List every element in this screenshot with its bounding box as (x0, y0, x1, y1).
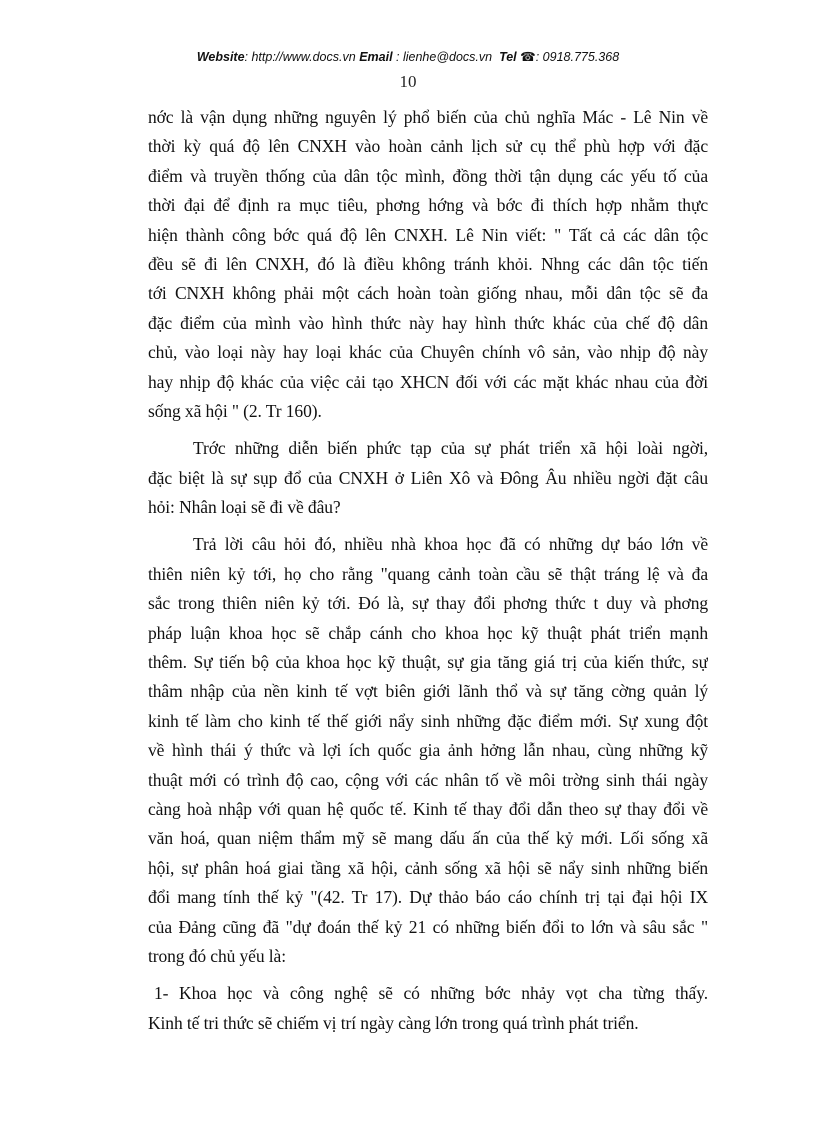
page-number: 10 (399, 72, 417, 91)
text-line: càng hoà nhập với quan hệ quốc tế. Kinh tế thay đổi dẫn theo sự thay đổi về (148, 798, 708, 819)
text-line: thời đại để định ra mục tiêu, phơng hớng và bớc đi thích hợp nhằm thực (148, 195, 708, 216)
email-value: : lienhe@docs.vn (396, 50, 493, 64)
text-line: Kinh tế tri thức sẽ chiếm vị trí ngày càng lớn trong quá trình phát triển. (148, 1012, 639, 1033)
text-line: thêm. Sự tiến bộ của khoa học kỹ thuật, sự gia tăng giá trị của kiến thức, sự (148, 652, 708, 673)
text-line: trong đó chủ yếu là: (148, 945, 286, 966)
text-line: thời kỳ quá độ lên CNXH vào hoàn cảnh lịch sử cụ thể phù hợp với đặc (148, 136, 708, 157)
text-line: đều sẽ đi lên CNXH, đó là điều không tránh khỏi. Nhng các dân tộc tiến (148, 253, 708, 274)
text-line: của Đảng cũng đã "dự đoán thế kỷ 21 có những biến đổi to lớn và sâu sắc " (148, 916, 708, 937)
text-line: hay nhịp độ khác của việc cải tạo XHCN đối với các mặt khác nhau của đời (148, 371, 708, 392)
document-body (148, 103, 708, 1038)
text-line: về hình thái ý thức và lợi ích quốc gia ảnh hởng lẫn nhau, cùng những kỹ (148, 740, 708, 761)
text-line: chủ, vào loại này hay loại khác của Chuyên chính vô sản, vào nhịp độ này (148, 342, 708, 363)
text-line: tới CNXH không phải một cách hoàn toàn giống nhau, mỗi dân tộc sẽ đa (148, 283, 708, 304)
text-line: kinh tế làm cho kinh tế thế giới nẩy sinh những đặc điểm mới. Sự xung đột (148, 710, 708, 731)
tel-value: : 0918.775.368 (535, 50, 620, 64)
phone-icon: ☎ (520, 50, 536, 64)
text-line: nớc là vận dụng những nguyên lý phổ biến của chủ nghĩa Mác - Lê Nin về (148, 107, 708, 127)
text-line: thuật mới có trình độ cao, cộng với các nhân tố về môi trờng sinh thái ngày (148, 769, 708, 790)
text-line: Trớc những diễn biến phức tạp của sự phát triển xã hội loài ngời, (193, 438, 708, 459)
website-value: : http://www.docs.vn (244, 50, 356, 64)
page-header (0, 49, 816, 64)
text-line: điểm và truyền thống của dân tộc mình, đồng thời tận dụng các yếu tố của (148, 165, 708, 186)
text-line: sắc trong thiên niên kỷ tới. Đó là, sự thay đổi phơng thức t duy và phơng (148, 593, 708, 614)
text-line: thâm nhập của nền kinh tế vợt biên giới lãnh thổ và sự tăng cờng quản lý (148, 681, 708, 702)
text-line: hiện thành công bớc quá độ lên CNXH. Lê Nin viết: " Tất cả các dân tộc (148, 224, 708, 245)
text-line: sống xã hội " (2. Tr 160). (148, 400, 322, 421)
website-label: Website (196, 50, 245, 64)
text-line: văn hoá, quan niệm thẩm mỹ sẽ mang dấu ấn của thế kỷ mới. Lối sống xã (148, 828, 708, 849)
email-label: Email (359, 50, 393, 64)
text-line: 1- Khoa học và công nghệ sẽ có những bớc nhảy vọt cha từng thấy. (154, 983, 708, 1004)
tel-label: Tel (499, 50, 517, 64)
text-line: Trả lời câu hỏi đó, nhiều nhà khoa học đã có những dự báo lớn về (193, 534, 708, 555)
text-line: thiên niên kỷ tới, họ cho rằng "quang cảnh toàn cầu sẽ thật tráng lệ và đa (148, 563, 708, 584)
text-line: pháp luận khoa học sẽ chắp cánh cho khoa học kỹ thuật phát triển mạnh (148, 622, 708, 643)
text-line: hội, sự phân hoá giai tầng xã hội, cảnh sống xã hội sẽ nẩy sinh những biến (148, 857, 708, 878)
text-line: đặc biệt là sự sụp đổ của CNXH ở Liên Xô và Đông Âu nhiều ngời đặt câu (148, 467, 708, 488)
text-line: hỏi: Nhân loại sẽ đi về đâu? (148, 497, 341, 518)
text-line: đặc điểm của mình vào hình thức này hay hình thức khác của chế độ dân (148, 312, 708, 333)
text-line: đổi mang tính thế kỷ "(42. Tr 17). Dự thảo báo cáo chính trị tại đại hội IX (148, 887, 708, 908)
